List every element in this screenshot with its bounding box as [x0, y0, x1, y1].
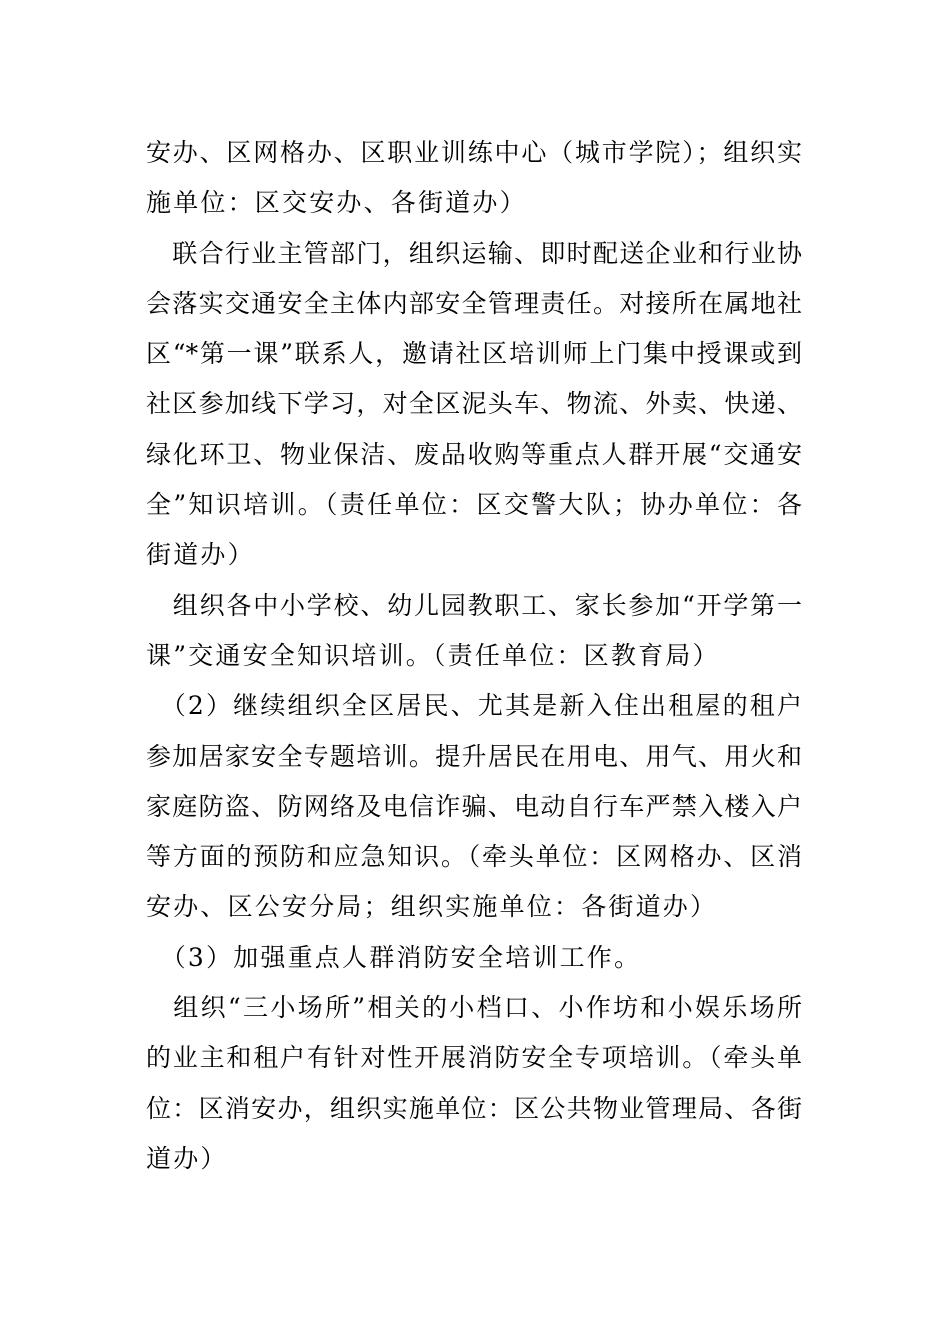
text-line: （3）加强重点人群消防安全培训工作。: [146, 942, 642, 972]
text-line: 社区参加线下学习，对全区泥头车、物流、外卖、快递、: [146, 389, 802, 419]
text-line: 绿化环卫、物业保洁、废品收购等重点人群开展“交通安: [146, 439, 802, 469]
text-line: 位：区消安办，组织实施单位：区公共物业管理局、各街: [146, 1093, 802, 1123]
text-line: 等方面的预防和应急知识。（牵头单位：区网格办、区消: [146, 842, 802, 872]
text-line: 区“*第一课”联系人，邀请社区培训师上门集中授课或到: [146, 339, 802, 369]
text-line: 家庭防盗、防网络及电信诈骗、电动自行车严禁入楼入户: [146, 791, 802, 821]
text-line: 安办、区网格办、区职业训练中心（城市学院）；组织实: [146, 138, 802, 167]
text-line: 参加居家安全专题培训。提升居民在用电、用气、用火和: [146, 741, 802, 771]
text-line: 街道办）: [146, 540, 255, 570]
text-line: 道办）: [146, 1143, 228, 1173]
text-line: 施单位：区交安办、各街道办）: [146, 188, 527, 218]
text-line: 会落实交通安全主体内部安全管理责任。对接所在属地社: [146, 288, 802, 318]
text-line: 组织各中小学校、幼儿园教职工、家长参加“开学第一: [146, 590, 802, 620]
text-line: 的业主和租户有针对性开展消防安全专项培训。（牵头单: [146, 1043, 802, 1073]
text-line: 安办、区公安分局；组织实施单位：各街道办）: [146, 892, 718, 922]
text-line: （2）继续组织全区居民、尤其是新入住出租屋的租户: [146, 691, 802, 721]
text-line: 组织“三小场所”相关的小档口、小作坊和小娱乐场所: [146, 993, 802, 1023]
text-line: 课”交通安全知识培训。（责任单位：区教育局）: [146, 640, 720, 670]
text-line: 全”知识培训。（责任单位：区交警大队；协办单位：各: [146, 490, 802, 520]
document-body: [146, 128, 802, 1184]
text-line: 联合行业主管部门，组织运输、即时配送企业和行业协: [146, 238, 802, 268]
